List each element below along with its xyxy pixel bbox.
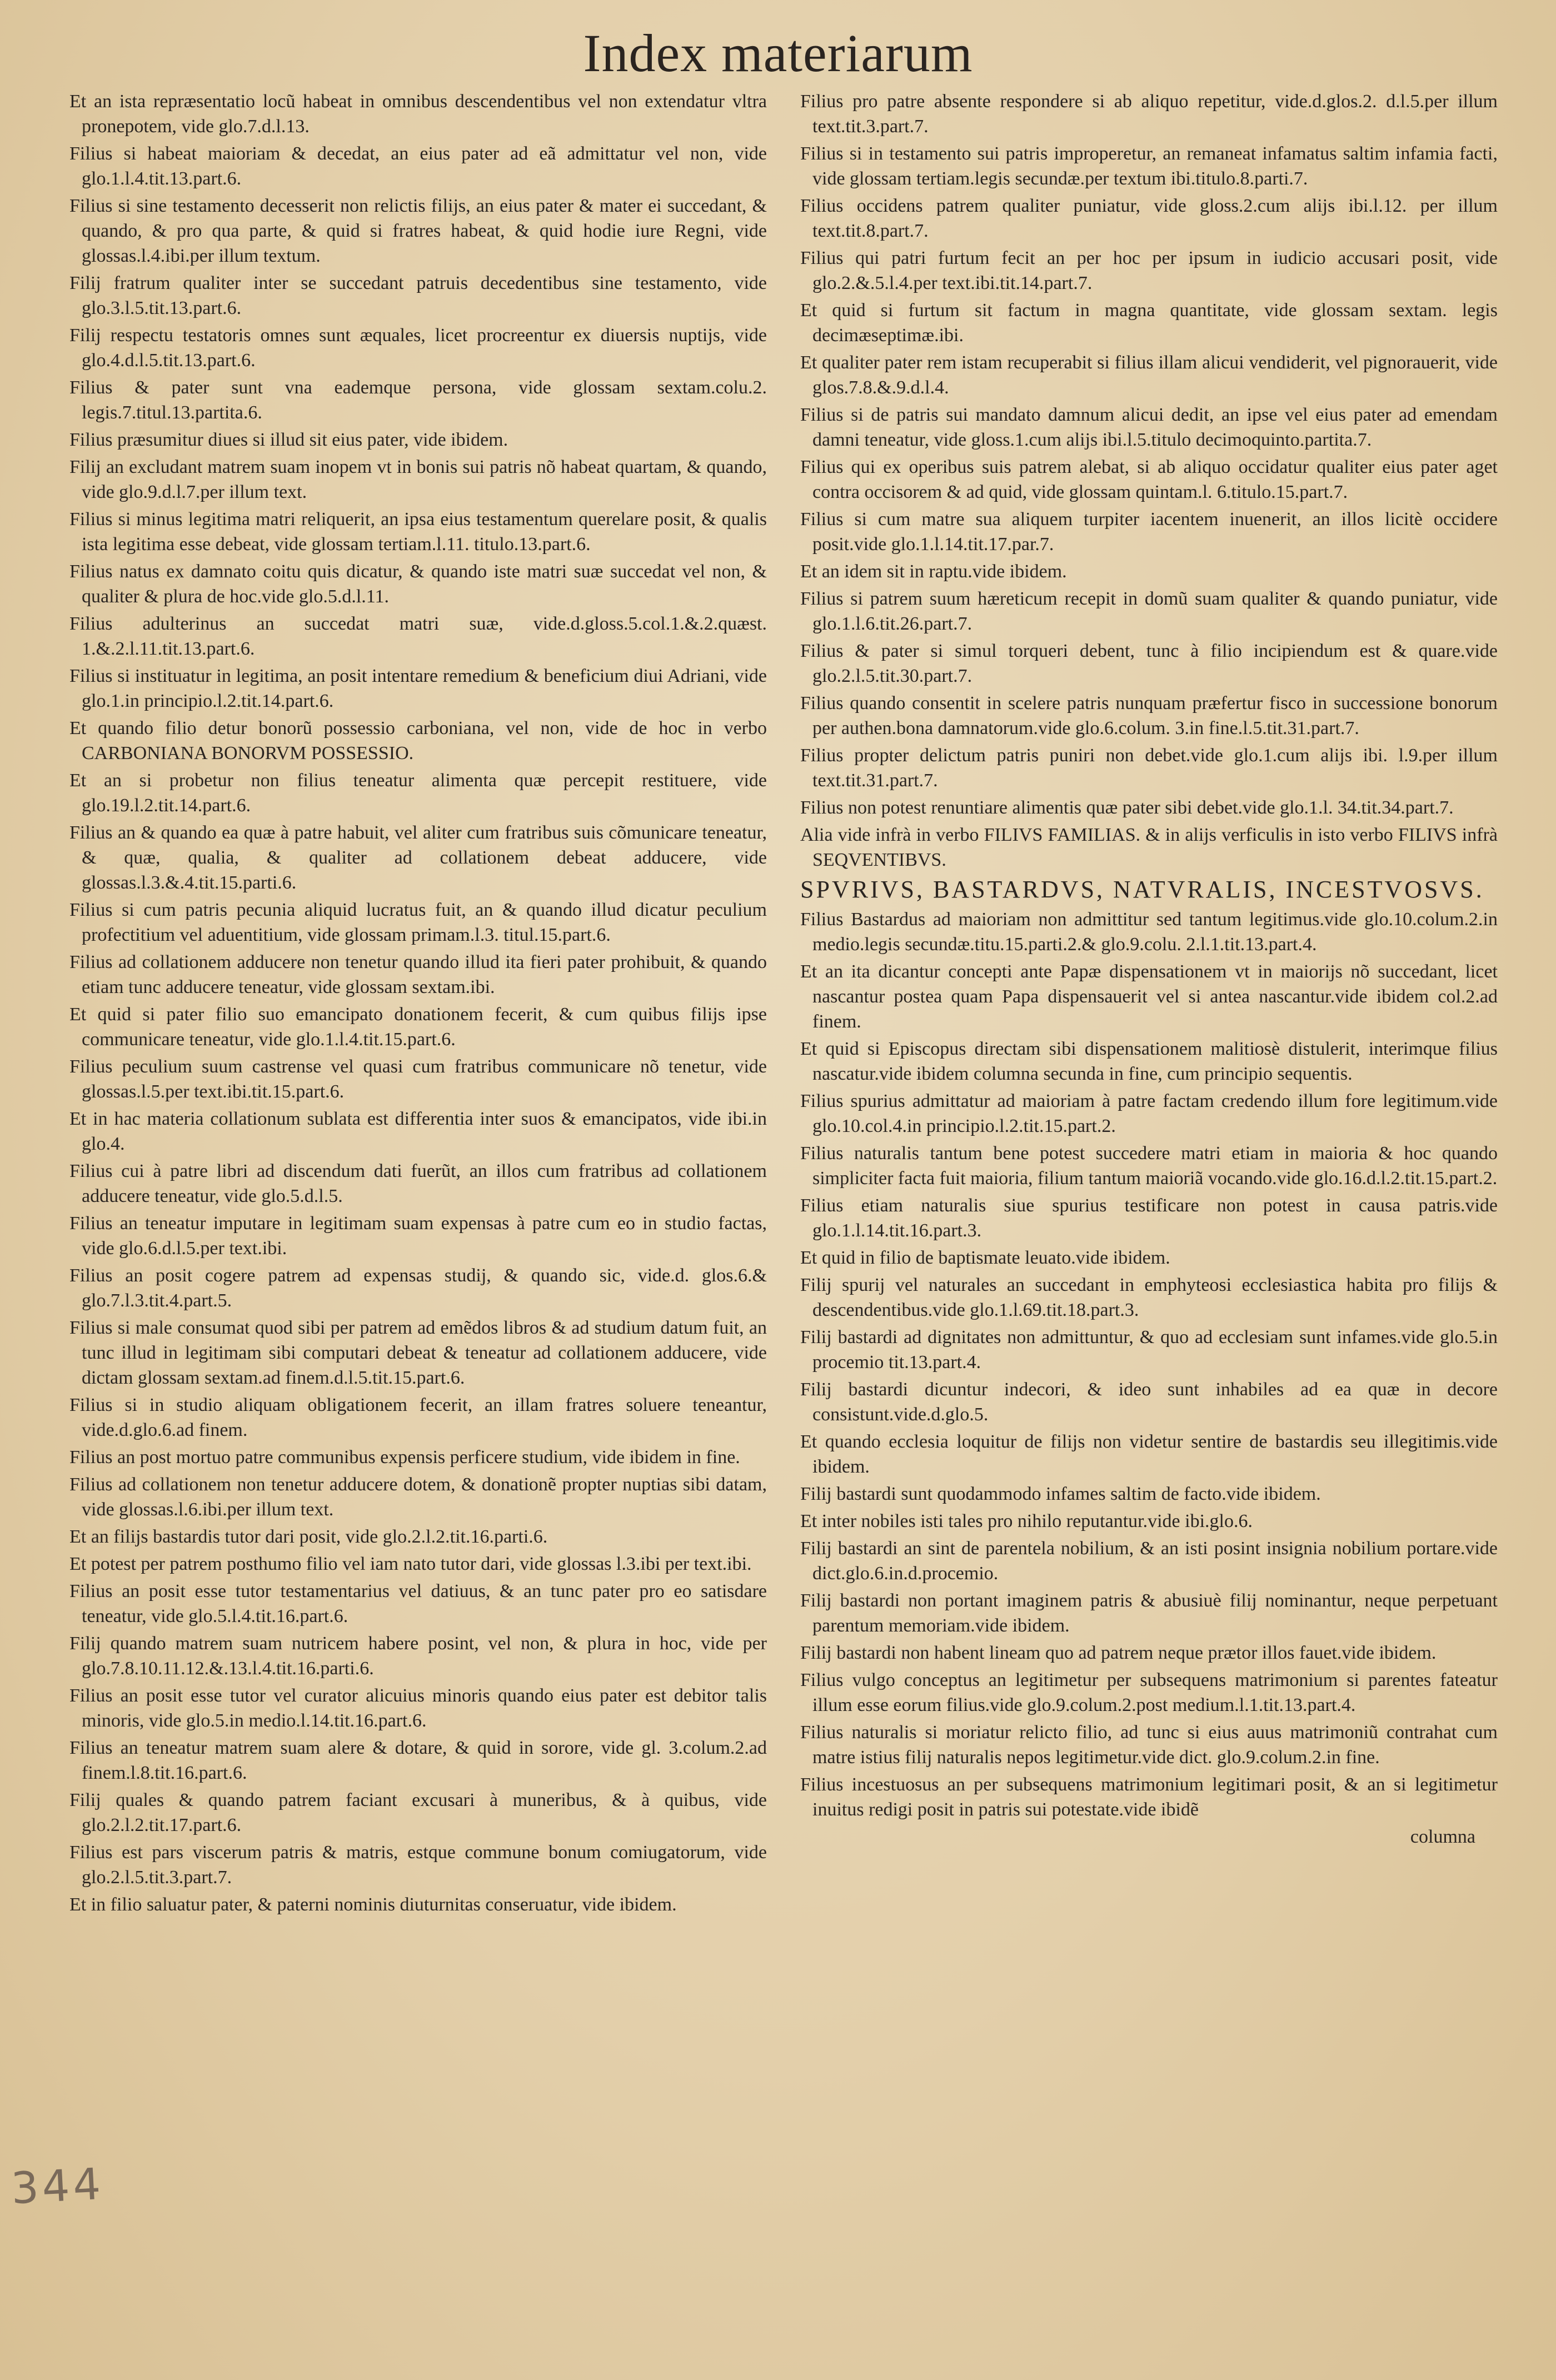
index-entry: Filij spurij vel naturales an succedant in emphyteosi ecclesiastica habita pro filijs & descendentibus.vide glo.1.l.69.tit.18.part.3. bbox=[800, 1275, 1498, 1320]
index-entry: Filius ad collationem adducere non tenetur quando illud ita fieri pater prohibuit, & quando etiam tunc adducere teneatur, vide glossam sextam.ibi. bbox=[69, 952, 767, 997]
index-entry: Filius adulterinus an succedat matri suæ, vide.d.gloss.5.col.1.&.2.quæst. 1.&.2.l.11.tit.13.part.6. bbox=[69, 613, 767, 659]
index-entry: Filius natus ex damnato coitu quis dicatur, & quando iste matri suæ succedat vel non, & qualiter & plura de hoc.vide glo.5.d.l.11. bbox=[69, 561, 767, 607]
index-entry: Filij bastardi non portant imaginem patris & abusiuè filij nominantur, neque perpetuant parentum memoriam.vide ibidem. bbox=[800, 1590, 1498, 1636]
index-entry: Et qualiter pater rem istam recuperabit si filius illam alicui vendiderit, vel pignorauerit, vide glos.7.8.&.9.d.l.4. bbox=[800, 352, 1498, 398]
index-entry: Filius si minus legitima matri reliquerit, an ipsa eius testamentum querelare posit, & qualis ista legitima esse debeat, vide glossam tertiam.l.11. titulo.13.part.6. bbox=[69, 509, 767, 555]
index-entry: Filius si patrem suum hæreticum recepit in domũ suam qualiter & quando puniatur, vide glo.1.l.6.tit.26.part.7. bbox=[800, 588, 1498, 634]
index-entry: Et quid si pater filio suo emancipato donationem fecerit, & cum quibus filijs ipse communicare teneatur, vide glo.1.l.4.tit.15.part.6. bbox=[69, 1004, 767, 1050]
index-entry: Et quando filio detur bonorũ possessio carboniana, vel non, vide de hoc in verbo CARBONIANA BONORVM POSSESSIO. bbox=[69, 718, 767, 764]
index-entry: Filius an posit cogere patrem ad expensas studij, & quando sic, vide.d. glos.6.& glo.7.l.3.tit.4.part.5. bbox=[69, 1265, 767, 1311]
index-entry: Et inter nobiles isti tales pro nihilo reputantur.vide ibi.glo.6. bbox=[800, 1511, 1253, 1531]
index-entry: Et an si probetur non filius teneatur alimenta quæ percepit restituere, vide glo.19.l.2.tit.14.part.6. bbox=[69, 770, 767, 816]
index-entry: Et an ita dicantur concepti ante Papæ dispensationem vt in maiorijs nõ succedant, licet nascantur postea quam Papa dispensauerit vel si antea nascantur.vide ibidem col.2.ad finem. bbox=[800, 961, 1498, 1032]
index-entry: Filius si male consumat quod sibi per patrem ad emẽdos libros & ad studium datum fuit, an tunc illud in legitimam sibi computari debeat & teneatur ad collationem adducere, vide dictam glossam sextam.ad finem.d.l.5.tit.15.part.6. bbox=[69, 1318, 767, 1388]
index-entry: Filij an excludant matrem suam inopem vt in bonis sui patris nõ habeat quartam, & quando, vide glo.9.d.l.7.per illum text. bbox=[69, 457, 767, 502]
index-entry: Filius si habeat maioriam & decedat, an eius pater ad eã admittatur vel non, vide glo.1.l.4.tit.13.part.6. bbox=[69, 143, 767, 189]
index-entry: Filius si de patris sui mandato damnum alicui dedit, an ipse vel eius pater ad emendam damni teneatur, vide gloss.1.cum alijs ibi.l.5.titulo decimoquinto.partita.7. bbox=[800, 405, 1498, 450]
index-entry: Filius si cum matre sua aliquem turpiter iacentem inuenerit, an illos licitè occidere posit.vide glo.1.l.14.tit.17.par.7. bbox=[800, 509, 1498, 555]
index-entry: Filij bastardi an sint de parentela nobilium, & an isti posint insignia nobilium portare.vide dict.glo.6.in.d.procemio. bbox=[800, 1538, 1498, 1584]
index-entry: Et quid in filio de baptismate leuato.vide ibidem. bbox=[800, 1248, 1170, 1268]
index-entry: Et an ista repræsentatio locũ habeat in omnibus descendentibus vel non extendatur vltra pronepotem, vide glo.7.d.l.13. bbox=[69, 91, 767, 137]
index-entry: Filius ad collationem non tenetur adducere dotem, & donationẽ propter nuptias sibi datam, vide glossas.l.6.ibi.per illum text. bbox=[69, 1474, 767, 1520]
left-column bbox=[69, 89, 767, 1919]
index-entry: Filius qui ex operibus suis patrem alebat, si ab aliquo occidatur qualiter eius pater aget contra occisorem & ad quid, vide glossam quintam.l. 6.titulo.15.part.7. bbox=[800, 457, 1498, 502]
index-entry: Filius si in testamento sui patris improperetur, an remaneat infamatus saltim infamia facti, vide glossam tertiam.legis secundæ.per textum ibi.titulo.8.parti.7. bbox=[800, 143, 1498, 189]
index-entry: Filius si instituatur in legitima, an posit intentare remedium & beneficium diui Adriani, vide glo.1.in principio.l.2.tit.14.part.6. bbox=[69, 666, 767, 711]
index-entry: Filij quales & quando patrem faciant excusari à muneribus, & à quibus, vide glo.2.l.2.tit.17.part.6. bbox=[69, 1790, 767, 1835]
index-entry: Filius naturalis si moriatur relicto filio, ad tunc si eius auus matrimoniũ contrahat cum matre istius filij naturalis nepos legitimetur.vide dict. glo.9.colum.2.in fine. bbox=[800, 1722, 1498, 1768]
index-entry: Filius & pater si simul torqueri debent, tunc à filio incipiendum est & quare.vide glo.2.l.5.tit.30.part.7. bbox=[800, 641, 1498, 686]
handwritten-page-number: 344 bbox=[9, 2159, 106, 2214]
right-column bbox=[800, 89, 1498, 1849]
index-entry: Filij bastardi non habent lineam quo ad patrem neque prætor illos fauet.vide ibidem. bbox=[800, 1643, 1437, 1663]
index-entry: Filius occidens patrem qualiter puniatur, vide gloss.2.cum alijs ibi.l.12. per illum text.tit.8.part.7. bbox=[800, 196, 1498, 241]
index-entry: Filius an post mortuo patre communibus expensis perficere studium, vide ibidem in fine. bbox=[69, 1447, 740, 1468]
index-entry: Filius vulgo conceptus an legitimetur per subsequens matrimonium si parentes fateatur illum esse eorum filius.vide glo.9.colum.2.post medium.l.1.tit.13.part.4. bbox=[800, 1670, 1498, 1715]
index-entry: Et quando ecclesia loquitur de filijs non videtur sentire de bastardis seu illegitimis.vide ibidem. bbox=[800, 1431, 1498, 1477]
index-entry: Filius qui patri furtum fecit an per hoc per ipsum in iudicio accusari posit, vide glo.2.&.5.l.4.per text.ibi.tit.14.part.7. bbox=[800, 248, 1498, 293]
index-entry: Filius si sine testamento decesserit non relictis filijs, an eius pater & mater ei succedant, & quando, & pro qua parte, & quid si fratres habeat, & quid hodie iure Regni, vide glossas.l.4.ibi.per illum textum. bbox=[69, 196, 767, 266]
index-entry: Filius non potest renuntiare alimentis quæ pater sibi debet.vide glo.1.l. 34.tit.34.part.7. bbox=[800, 797, 1454, 818]
index-entry: Filius si in studio aliquam obligationem fecerit, an illam fratres soluere teneantur, vide.d.glo.6.ad finem. bbox=[69, 1395, 767, 1440]
index-entry: Filius est pars viscerum patris & matris, estque commune bonum comiugatorum, vide glo.2.l.5.tit.3.part.7. bbox=[69, 1842, 767, 1888]
index-entry: Et in hac materia collationum sublata est differentia inter suos & emancipatos, vide ibi.in glo.4. bbox=[69, 1109, 767, 1154]
index-entry: Filius præsumitur diues si illud sit eius pater, vide ibidem. bbox=[69, 430, 508, 450]
index-entry: Et in filio saluatur pater, & paterni nominis diuturnitas conseruatur, vide ibidem. bbox=[69, 1894, 677, 1915]
index-entry: Et quid si Episcopus directam sibi dispensationem malitiosè distulerit, interimque filius nascatur.vide ibidem columna secunda in fine, cum principio sequentis. bbox=[800, 1039, 1498, 1084]
index-entry: Filius peculium suum castrense vel quasi cum fratribus communicare nõ tenetur, vide glossas.l.5.per text.ibi.tit.15.part.6. bbox=[69, 1056, 767, 1102]
index-entry: Filius an posit esse tutor vel curator alicuius minoris quando eius pater est debitor talis minoris, vide glo.5.in medio.l.14.tit.16.part.6. bbox=[69, 1685, 767, 1731]
index-entry: Filius an teneatur matrem suam alere & dotare, & quid in sorore, vide gl. 3.colum.2.ad finem.l.8.tit.16.part.6. bbox=[69, 1738, 767, 1783]
index-entry: Filius & pater sunt vna eademque persona, vide glossam sextam.colu.2. legis.7.titul.13.partita.6. bbox=[69, 377, 767, 423]
index-entry: Et potest per patrem posthumo filio vel iam nato tutor dari, vide glossas l.3.ibi per text.ibi. bbox=[69, 1554, 752, 1574]
index-entry: Filij respectu testatoris omnes sunt æquales, licet procreentur ex diuersis nuptijs, vide glo.4.d.l.5.tit.13.part.6. bbox=[69, 325, 767, 371]
index-entry: Filius quando consentit in scelere patris nunquam præfertur fisco in successione bonorum per authen.bona damnatorum.vide glo.6.colum. 3.in fine.l.5.tit.31.part.7. bbox=[800, 693, 1498, 739]
index-entry: Filius an & quando ea quæ à patre habuit, vel aliter cum fratribus suis cõmunicare teneatur, & quæ, qualia, & qualiter ad collationem debeat adducere, vide glossas.l.3.&.4.tit.15.parti.6. bbox=[69, 822, 767, 893]
index-entry: Filius propter delictum patris puniri non debet.vide glo.1.cum alijs ibi. l.9.per illum text.tit.31.part.7. bbox=[800, 745, 1498, 791]
index-entry: Filius naturalis tantum bene potest succedere matri etiam in maioria & hoc quando simpliciter facta fuit maioria, filium tantum maioriã vocando.vide glo.16.d.l.2.tit.15.part.2. bbox=[800, 1143, 1498, 1189]
index-entry: Filius an posit esse tutor testamentarius vel datiuus, & an tunc pater pro eo satisdare teneatur, vide glo.5.l.4.tit.16.part.6. bbox=[69, 1581, 767, 1626]
index-entry: Filius Bastardus ad maioriam non admittitur sed tantum legitimus.vide glo.10.colum.2.in medio.legis secundæ.titu.15.parti.2.& glo.9.colu. 2.l.1.tit.13.part.4. bbox=[800, 909, 1498, 955]
index-entry: Et an idem sit in raptu.vide ibidem. bbox=[800, 561, 1067, 582]
index-entry: Filius si cum patris pecunia aliquid lucratus fuit, an & quando illud dicatur peculium profectitium vel aduentitium, vide glossam primam.l.3. titul.15.part.6. bbox=[69, 900, 767, 945]
index-entry: Filius incestuosus an per subsequens matrimonium legitimari posit, & an si legitimetur inuitus redigi posit in patris sui potestate.vide ibidẽ bbox=[800, 1774, 1498, 1820]
index-entry: Filij bastardi sunt quodammodo infames saltim de facto.vide ibidem. bbox=[800, 1484, 1321, 1504]
index-entry: Filij fratrum qualiter inter se succedant patruis decedentibus sine testamento, vide glo.3.l.5.tit.13.part.6. bbox=[69, 273, 767, 318]
index-entry: Et quid si furtum sit factum in magna quantitate, vide glossam sextam. legis decimæseptimæ.ibi. bbox=[800, 300, 1498, 346]
index-entry: Filius spurius admittatur ad maioriam à patre factam credendo illum fore legitimum.vide glo.10.col.4.in principio.l.2.tit.15.part.2. bbox=[800, 1091, 1498, 1136]
index-entry: Et an filijs bastardis tutor dari posit, vide glo.2.l.2.tit.16.parti.6. bbox=[69, 1526, 548, 1547]
index-entry: Alia vide infrà in verbo FILIVS FAMILIAS. & in alijs verficulis in isto verbo FILIVS infrà SEQVENTIBVS. bbox=[800, 825, 1498, 870]
index-entry: Filij bastardi dicuntur indecori, & ideo sunt inhabiles ad ea quæ in decore consistunt.vide.d.glo.5. bbox=[800, 1379, 1498, 1425]
index-entry: Filius pro patre absente respondere si ab aliquo repetitur, vide.d.glos.2. d.l.5.per illum text.tit.3.part.7. bbox=[800, 91, 1498, 137]
section-heading: SPVRIVS, BASTARDVS, NATVRALIS, INCESTVOSVS. bbox=[800, 876, 1484, 903]
index-entry: Filius etiam naturalis siue spurius testificare non potest in causa patris.vide glo.1.l.14.tit.16.part.3. bbox=[800, 1195, 1498, 1241]
page-title: Index materiarum bbox=[583, 23, 973, 83]
index-entry: Filius an teneatur imputare in legitimam suam expensas à patre cum eo in studio factas, vide glo.6.d.l.5.per text.ibi. bbox=[69, 1213, 767, 1259]
index-entry: Filij quando matrem suam nutricem habere posint, vel non, & plura in hoc, vide per glo.7.8.10.11.12.&.13.l.4.tit.16.parti.6. bbox=[69, 1633, 767, 1679]
index-entry: Filij bastardi ad dignitates non admittuntur, & quo ad ecclesiam sunt infames.vide glo.5.in procemio tit.13.part.4. bbox=[800, 1327, 1498, 1373]
catchword: columna bbox=[1410, 1827, 1475, 1847]
index-entry: Filius cui à patre libri ad discendum dati fuerũt, an illos cum fratribus ad collationem adducere teneatur, vide glo.5.d.l.5. bbox=[69, 1161, 767, 1206]
